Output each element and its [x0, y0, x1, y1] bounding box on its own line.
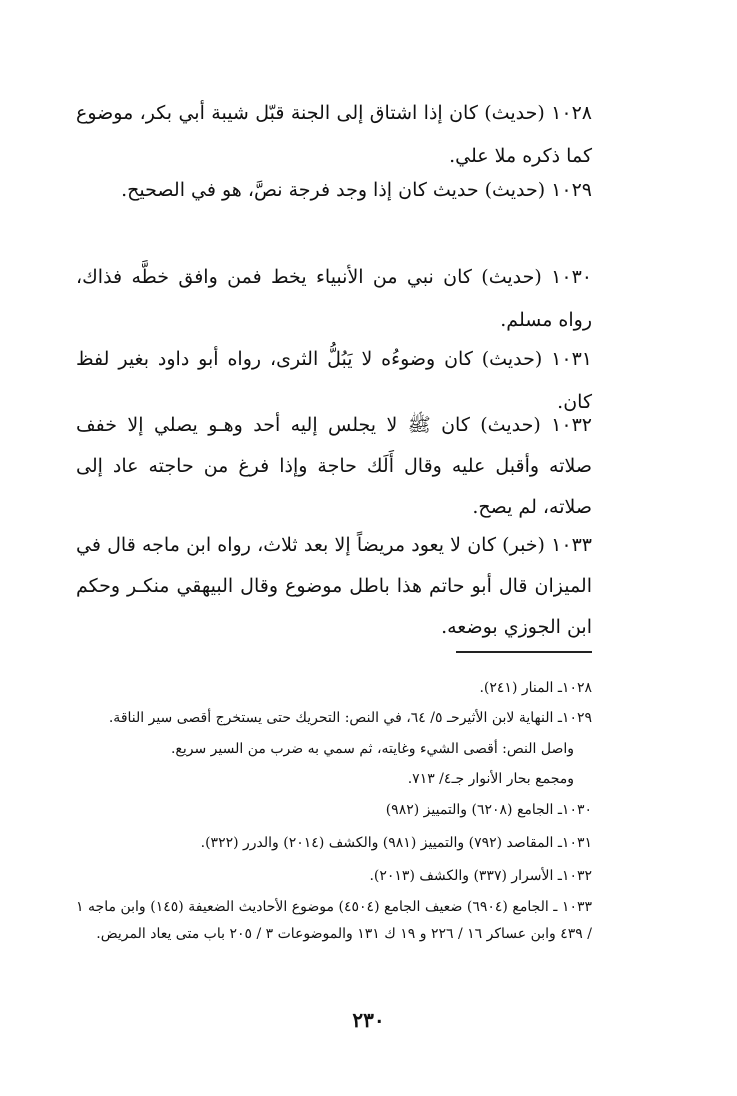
footnote-1029-reference: ومجمع بحار الأنوار جـ٤/ ٧١٣. — [407, 771, 574, 787]
hadith-entry-1031: ١٠٣١ (حديث) كان وضوءُه لا يَبُلُّ الثرى، رواه أبو داود بغير لفظ كان. — [76, 348, 592, 413]
hadith-entry-1028: ١٠٢٨ (حديث) كان إذا اشتاق إلى الجنة قبّل شيبة أبي بكر، موضوع كما ذكره ملا علي. — [76, 102, 592, 167]
footnote-1030: ١٠٣٠ـ الجامع (٦٢٠٨) والتمييز (٩٨٢) — [385, 802, 592, 818]
footnote-1033: ١٠٣٣ ـ الجامع (٦٩٠٤) ضعيف الجامع (٤٥٠٤) موضوع الأحاديث الضعيفة (١٤٥) وابن ماجه ١ / ٤٣٩ وابن عساكر ١٦ / ٢٢٦ و ١٩ ك ١٣١ والموضوعات ٣ / ٢٠٥ باب متى يعاد المريض. — [76, 899, 592, 942]
footnote-1029: ١٠٢٩ـ النهاية لابن الأثيرحـ ٥/ ٦٤، في النص: التحريك حتى يستخرج أقصى سير الناقة. — [108, 710, 592, 726]
footnote-separator — [456, 651, 592, 653]
hadith-entry-1030: ١٠٣٠ (حديث) كان نبي من الأنبياء يخط فمن وافق خطَّه فذاك، رواه مسلم. — [76, 266, 592, 331]
footnote-1028: ١٠٢٨ـ المنار (٢٤١). — [479, 680, 592, 696]
hadith-entry-1029: ١٠٢٩ (حديث) حديث كان إذا وجد فرجة نصَّ، هو في الصحيح. — [121, 179, 592, 201]
hadith-entry-1033: ١٠٣٣ (خبر) كان لا يعود مريضاً إلا بعد ثلاث، رواه ابن ماجه قال في الميزان قال أبو حاتم هذا باطل موضوع وقال البيهقي منكـر وحكم ابن الجوزي بوضعه. — [76, 534, 592, 638]
page-number: ٢٣٠ — [352, 1008, 385, 1032]
footnote-1029-continuation: واصل النص: أقصى الشيء وغايته، ثم سمي به ضرب من السير سريع. — [170, 741, 574, 757]
footnote-1031: ١٠٣١ـ المقاصد (٧٩٢) والتمييز (٩٨١) والكشف (٢٠١٤) والدرر (٣٢٢). — [200, 835, 592, 851]
hadith-entry-1032: ١٠٣٢ (حديث) كان ﷺ لا يجلس إليه أحد وهـو يصلي إلا خفف صلاته وأقبل عليه وقال أَلَك حاجة وإذا فرغ من حاجته عاد إلى صلاته، لم يصح. — [76, 414, 592, 518]
footnote-1032: ١٠٣٢ـ الأسرار (٣٣٧) والكشف (٢٠١٣). — [369, 868, 592, 884]
